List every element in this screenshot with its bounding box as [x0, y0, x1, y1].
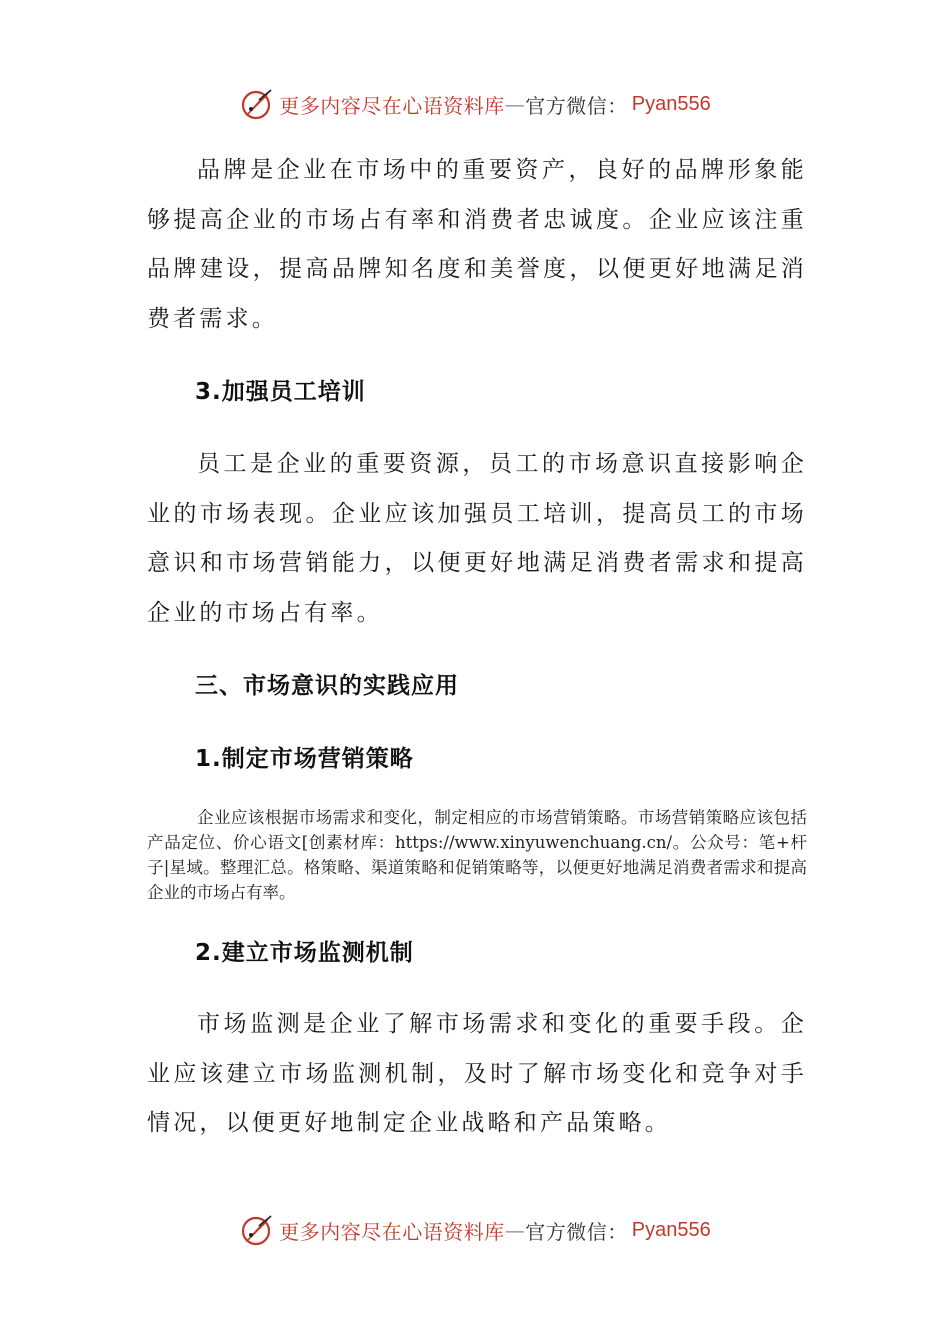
heading-staff-training: 3.加强员工培训	[195, 379, 366, 405]
paragraph-brand: 品牌是企业在市场中的重要资产，良好的品牌形象能够提高企业的市场占有率和消费者忠诚度。企业应该注重品牌建设，提高品牌知名度和美誉度，以便更好地满足消费者需求。	[147, 157, 807, 332]
banner-wechat-id: Pyan556	[631, 92, 711, 115]
footer-banner	[0, 1208, 950, 1252]
header-banner	[0, 82, 950, 126]
paragraph-monitoring: 市场监测是企业了解市场需求和变化的重要手段。企业应该建立市场监测机制，及时了解市场变化和竞争对手情况，以便更好地制定企业战略和产品策略。	[147, 1011, 807, 1136]
heading-section-three: 三、市场意识的实践应用	[195, 673, 459, 699]
quill-seal-icon	[239, 1212, 275, 1248]
banner-wechat-label: 官方微信：	[525, 1219, 628, 1244]
paragraph-marketing: 企业应该根据市场需求和变化，制定相应的市场营销策略。市场营销策略应该包括产品定位、价心语文[创素材库：https://www.xinyuwenchuang.cn/。公众号：笔+杆子|星域。整理汇总。格策略、渠道策略和促销策略等，以便更好地满足消费者需求和提高企业的市场占有率。	[147, 808, 807, 902]
paragraph-staff: 员工是企业的重要资源，员工的市场意识直接影响企业的市场表现。企业应该加强员工培训，提高员工的市场意识和市场营销能力，以便更好地满足消费者需求和提高企业的市场占有率。	[147, 451, 807, 626]
banner-text: 更多内容尽在心语资料库	[279, 93, 505, 118]
quill-seal-icon	[239, 86, 275, 122]
heading-market-monitoring: 2.建立市场监测机制	[195, 940, 414, 966]
banner-dash: —	[504, 1218, 526, 1242]
banner-text: 更多内容尽在心语资料库	[279, 1219, 505, 1244]
banner-dash: —	[504, 92, 526, 116]
heading-marketing-strategy: 1.制定市场营销策略	[195, 746, 414, 772]
banner-wechat-id: Pyan556	[631, 1218, 711, 1241]
banner-wechat-label: 官方微信：	[525, 93, 628, 118]
